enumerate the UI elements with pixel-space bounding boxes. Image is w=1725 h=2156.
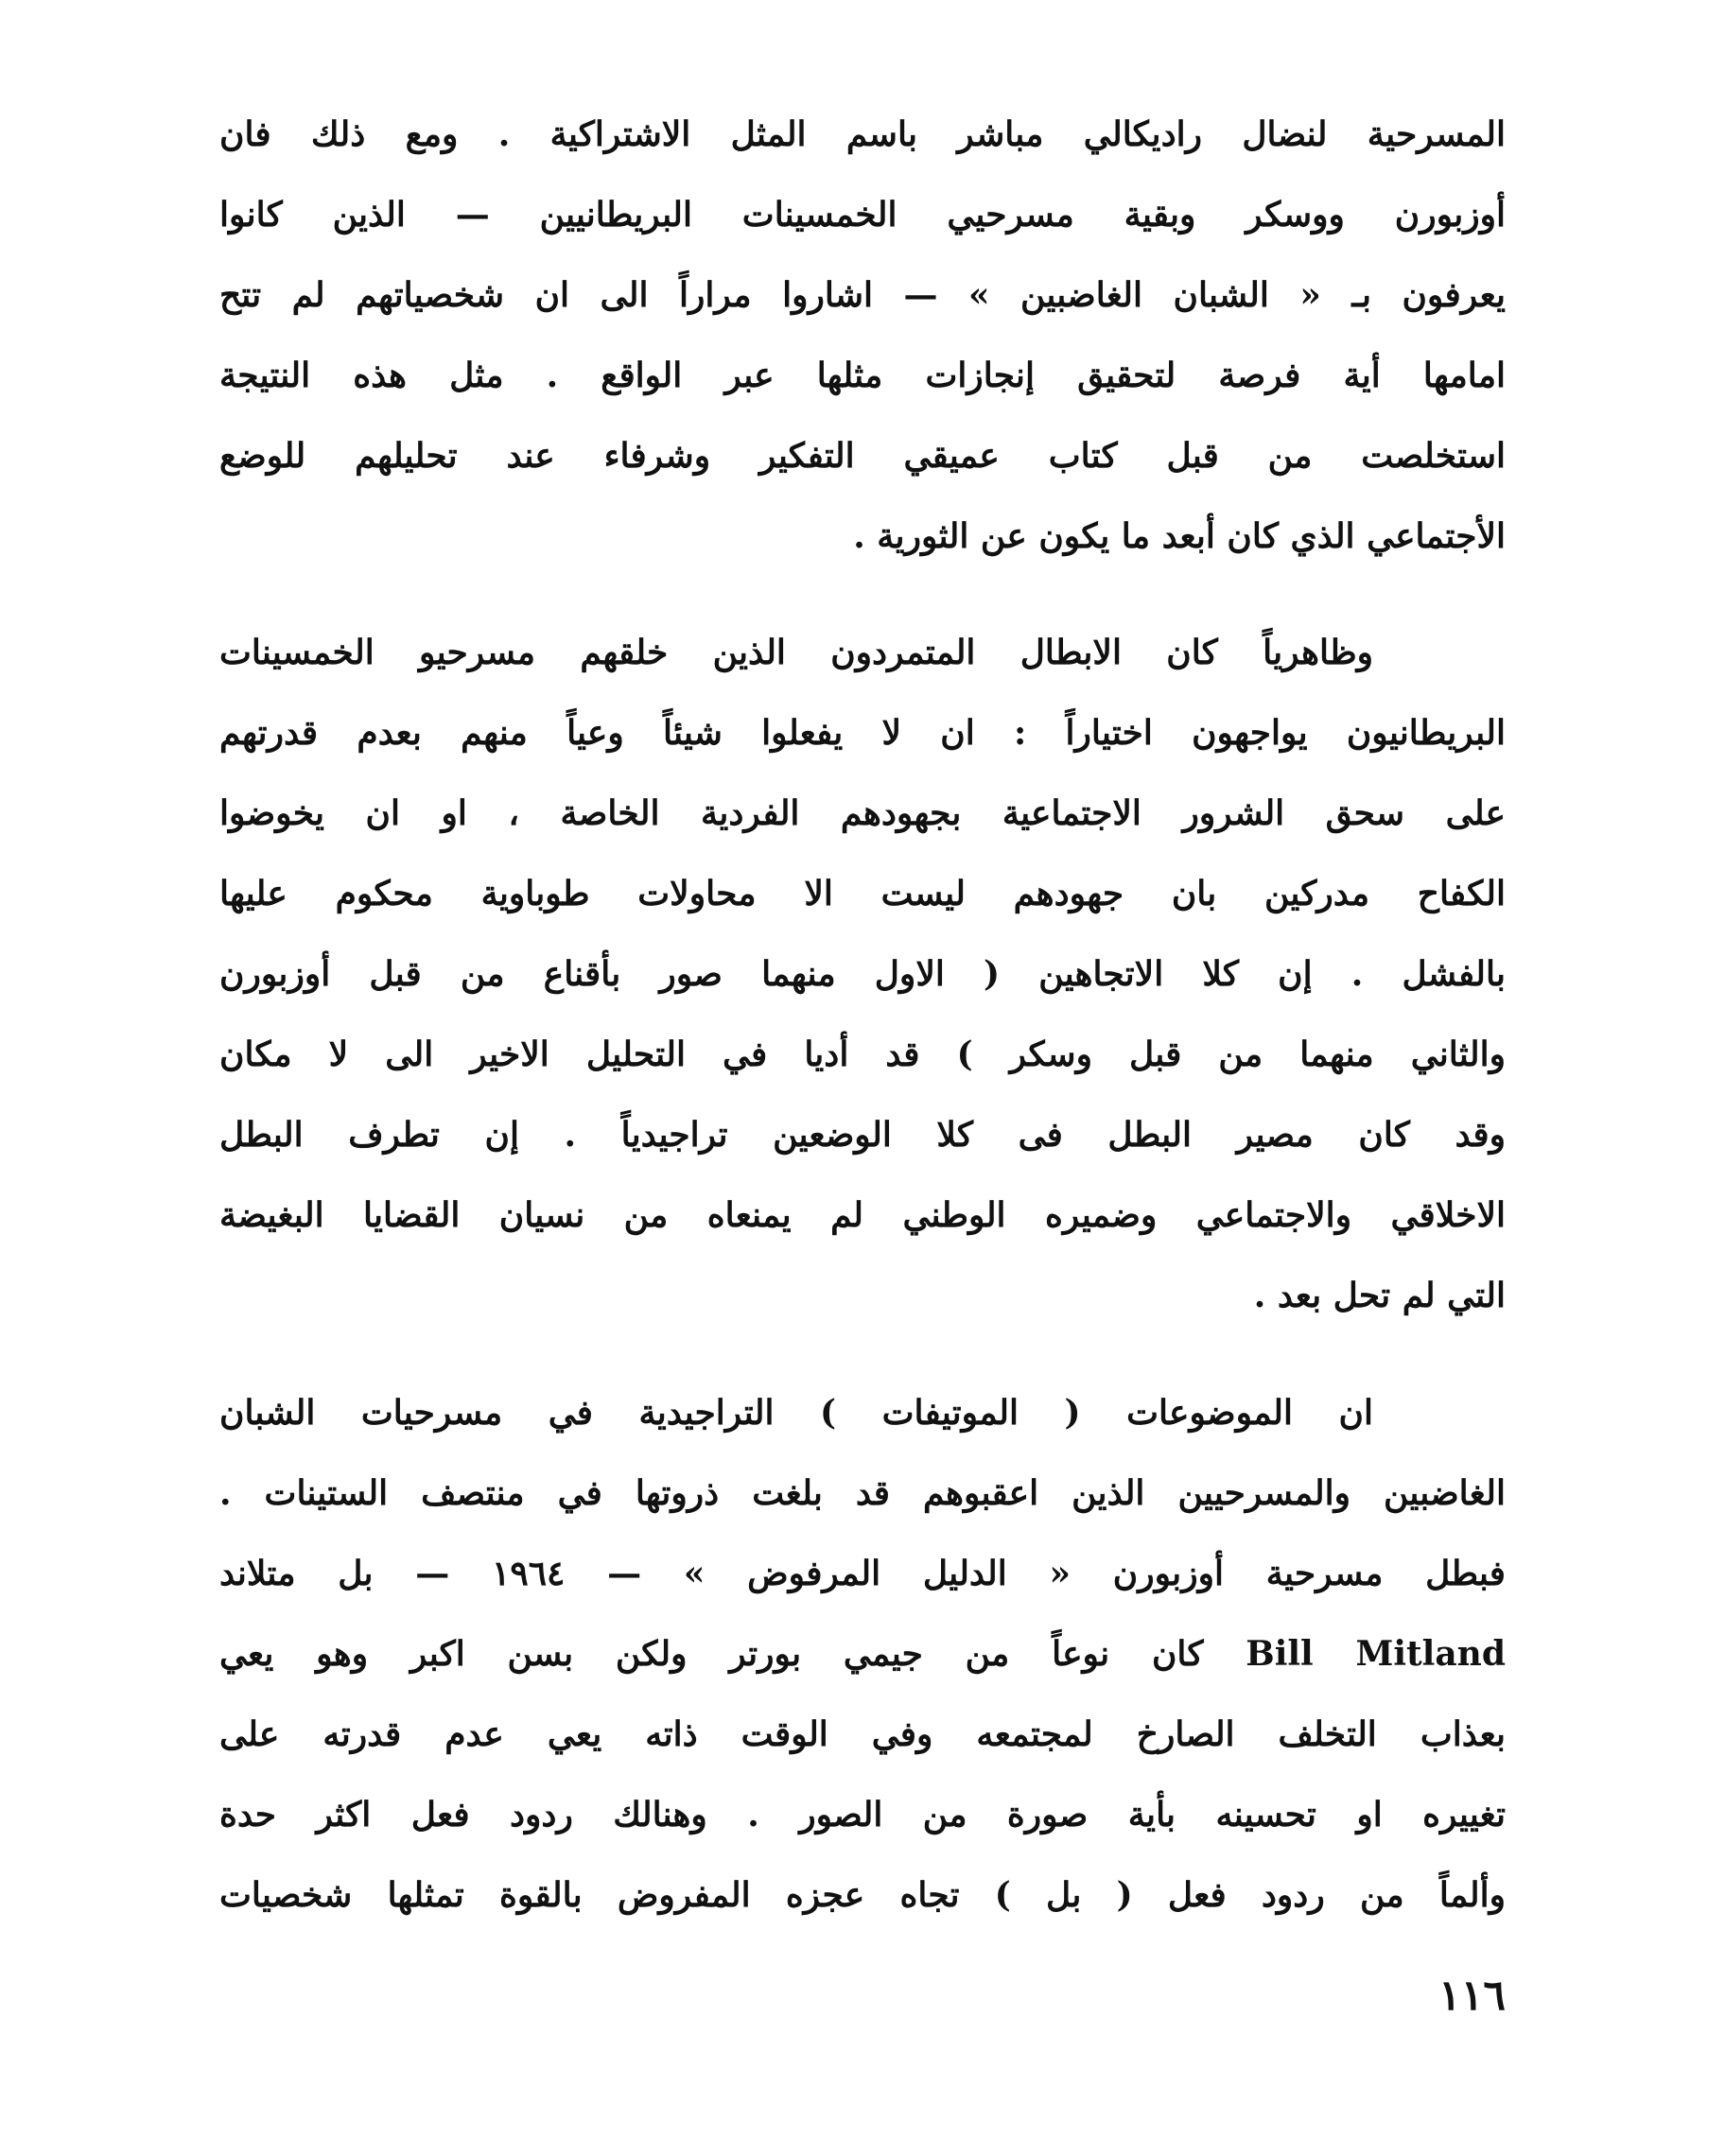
text-line: وظاهرياً كان الابطال المتمردون الذين خلقهم مسرحيو الخمسينات: [219, 633, 1373, 672]
text-line: فبطل مسرحية أوزبورن « الدليل المرفوض » — ١٩٦٤ — بل متلاند: [219, 1554, 1506, 1593]
text-line: وألماً من ردود فعل ( بل ) تجاه عجزه المفروض بالقوة تمثلها شخصيات: [219, 1875, 1506, 1915]
paragraph-1: [219, 95, 1506, 577]
page-number: ١١٦: [1438, 1972, 1506, 2020]
text-line: امامها أية فرصة لتحقيق إنجازات مثلها عبر الواقع . مثل هذه النتيجة: [219, 356, 1506, 395]
text-line: يعرفون بـ « الشبان الغاضبين » — اشاروا مراراً الى ان شخصياتهم لم تتح: [219, 275, 1506, 315]
text-line: المسرحية لنضال راديكالي مباشر باسم المثل الاشتراكية . ومع ذلك فان: [219, 114, 1506, 154]
text-line: البريطانيون يواجهون اختياراً : ان لا يفعلوا شيئاً وعياً منهم بعدم قدرتهم: [219, 713, 1506, 753]
text-line: بعذاب التخلف الصارخ لمجتمعه وفي الوقت ذاته يعي عدم قدرته على: [219, 1714, 1506, 1754]
text-line: استخلصت من قبل كتاب عميقي التفكير وشرفاء عند تحليلهم للوضع: [219, 436, 1506, 476]
text-line: التي لم تحل بعد .: [1253, 1276, 1506, 1315]
paragraph-3: [219, 1373, 1506, 1936]
paragraph-2: [219, 613, 1506, 1336]
text-line: بالفشل . إن كلا الاتجاهين ( الاول منهما صور بأقناع من قبل أوزبورن: [219, 954, 1506, 994]
text-line: Bill Mitland كان نوعاً من جيمي بورتر ولكن بسن اكبر وهو يعي: [219, 1634, 1506, 1674]
text-line: والثاني منهما من قبل وسكر ) قد أديا في التحليل الاخير الى لا مكان: [219, 1035, 1506, 1074]
text-line: ان الموضوعات ( الموتيفات ) التراجيدية في مسرحيات الشبان: [219, 1393, 1373, 1433]
text-line: الكفاح مدركين بان جهودهم ليست الا محاولات طوباوية محكوم عليها: [219, 874, 1506, 913]
text-line: أوزبورن ووسكر وبقية مسرحيي الخمسينات البريطانيين — الذين كانوا: [219, 195, 1506, 235]
text-line: الأجتماعي الذي كان أبعد ما يكون عن الثورية .: [853, 516, 1506, 556]
text-line: وقد كان مصير البطل فى كلا الوضعين تراجيدياً . إن تطرف البطل: [219, 1115, 1506, 1155]
text-line: الاخلاقي والاجتماعي وضميره الوطني لم يمنعاه من نسيان القضايا البغيضة: [219, 1195, 1506, 1235]
text-line: الغاضبين والمسرحيين الذين اعقبوهم قد بلغت ذروتها في منتصف الستينات .: [219, 1473, 1506, 1513]
text-line: على سحق الشرور الاجتماعية بجهودهم الفردية الخاصة ، او ان يخوضوا: [219, 793, 1506, 833]
text-line: تغييره او تحسينه بأية صورة من الصور . وهنالك ردود فعل اكثر حدة: [219, 1795, 1506, 1834]
